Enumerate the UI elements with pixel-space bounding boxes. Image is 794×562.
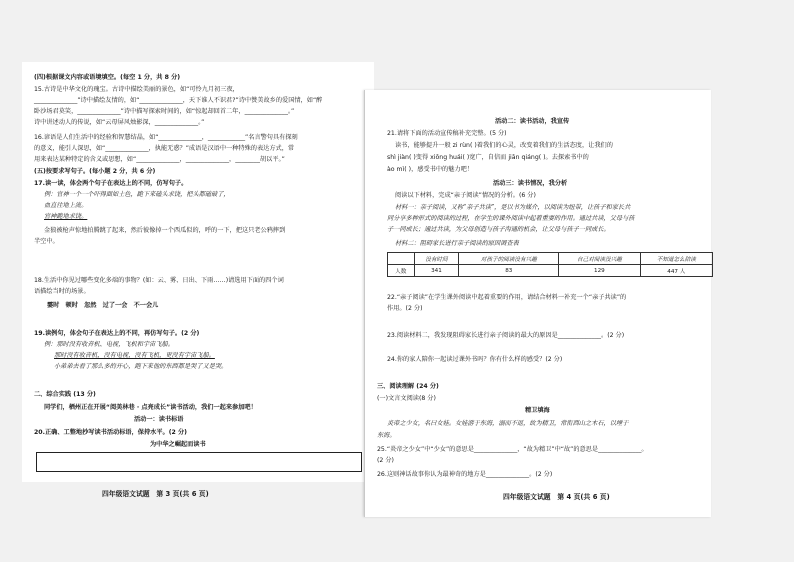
q21-line1: 读书，能够提升一般 zi rùn( )着我们的心灵，改变着我们的生活态度，让我们的 — [395, 142, 613, 149]
q16-line3: 用来表达某种特定的含义或思想，如“______________，______________，________胡以平。” — [34, 156, 285, 163]
q17-sentence-line1: 金狼被枪声惊地拍腾跳了起来，然后彼像掉一个西瓜似的，呼的一下，把这只老公鸦摔到 — [44, 227, 286, 234]
slogan-copy-box[interactable] — [36, 452, 362, 472]
section2-heading: 二、综合实践 (13 分) — [34, 391, 96, 398]
poem-line2: 东海。 — [377, 432, 396, 439]
page4-footer: 四年级语文试题 第 4 页(共 6 页) — [503, 493, 610, 501]
section3-sub: (一)文言文阅读(8 分) — [377, 395, 436, 402]
q21-prompt: 21.请将下面的活动宣传稿补充完整。(5 分) — [387, 130, 507, 137]
table-header: 对孩子的阅读没有兴趣 — [459, 253, 559, 265]
material2-title: 材料二：阻碍家长进行亲子阅读的原因调查表 — [395, 240, 519, 247]
section3-heading: 三、阅读理解 (24 分) — [377, 383, 439, 390]
table-row — [388, 265, 713, 277]
q21-line3: ào mì( )，感受书中的魅力吧！ — [387, 166, 473, 173]
q25-line2: (2 分) — [377, 457, 394, 464]
q17-example-line2: 血直往地上流。 — [44, 202, 88, 209]
q19-example-line1: 例：那时没有收音机、电视，飞机和宇宙飞船。 — [44, 341, 174, 348]
activity3-title: 活动三：读书情况，我分析 — [493, 180, 568, 187]
table-cell: 341 — [414, 265, 459, 277]
material1-line2: 同分享多种形式的阅读的过程，在学生的课外阅读中起着重要的作用。通过共读，父母与孩 — [387, 215, 635, 222]
exam-page-3 — [22, 62, 374, 482]
q19-prompt: 19.读例句，体会句子在表达上的不同，再仿写句子。(2 分) — [34, 330, 200, 337]
q15-line2: ______________”诗中描绘友情的，如“______________，天下谁人不识君?”诗中赞美故乡的爱国情，如“醉 — [34, 97, 323, 104]
q17-prompt: 17.读一读，体会两个句子在表达上的不同，仿写句子。 — [34, 180, 188, 187]
table-cell: 83 — [459, 265, 559, 277]
q22-line1: 22.“亲子阅读”在学生课外阅读中起着重要的作用，请结合材料一补充一个“亲子共读”的 — [387, 294, 627, 301]
poem-line1: 炎帝之少女，名曰女娃。女娃游于东海，溺而不返，故为精卫，常衔西山之木石，以堙于 — [387, 420, 629, 427]
q21-line2: shì jiàn( )变得 xiōng huái( )宽广，自信而 jiān qiáng( )。去探索书中的 — [387, 154, 589, 161]
table-header: 自己对阅读没兴趣 — [559, 253, 640, 265]
q15-line1: 15.古诗是中华文化的瑰宝。古诗中描绘美丽的景色，如“可怜九月初三夜， — [34, 86, 239, 93]
exam-page-4 — [364, 90, 711, 517]
q18-word-list: 霎时 顿时 忽然 过了一会 不一会儿 — [47, 302, 159, 309]
q15-line3: 卧沙场君莫笑，______________”诗中描写探索时间的，如“惊起却回首二年，______________。” — [34, 108, 295, 115]
q16-line1: 16.谚语是人们生活中的经验和智慧结晶，如“______________，____________”名言警句具有探刻 — [34, 134, 298, 141]
q15-line4: 诗中讲述动人的传说，如“云母屏风烛影深，______________。” — [34, 119, 205, 126]
q19-example-line2: 那时没有收音机，没有电视，没有飞机，更没有宇宙飞船。 — [54, 352, 215, 359]
section5-heading: (五)按要求写句子。(每小题 2 分，共 6 分) — [34, 168, 156, 175]
activity2-title: 活动二：读书活动，我宣传 — [495, 118, 570, 125]
q22-line2: 作用。(2 分) — [387, 305, 423, 312]
q17-example-line3: 官神跪地求饶。 — [44, 213, 88, 220]
q17-example-line1: 例：官神一个一个吓得面如土色，跪下来磕头求饶，把头都磕破了， — [44, 191, 230, 198]
activity3-intro: 阅读以下材料，完成“亲子阅读”情况的分析。(6 分) — [395, 192, 536, 199]
table-header-row — [388, 253, 713, 265]
table-row-label: 人数 — [388, 265, 415, 277]
q18-line1: 18.生活中你见过哪些变化多端的事物？(如：云、雾、日出、下雨……)请选用下面的四个词 — [34, 277, 284, 284]
section4-heading: (四)根据课文内容或语境填空。(每空 1 分，共 8 分) — [34, 74, 181, 81]
q25-line1: 25.“炎帝之少女”中“少女”的意思是______________，“故为精卫”中“故”的意思是______________。 — [377, 446, 648, 453]
activity1-title: 活动一：读书标语 — [134, 416, 184, 423]
q19-example-line3: 小弟弟去看了那么多的开心，跑下来他的东西都是哭了又是哭。 — [54, 363, 228, 370]
table-header: 不知道怎么陪读 — [640, 253, 712, 265]
q20-prompt: 20.正确、工整地抄写读书活动标语，保持水平。(2 分) — [34, 429, 188, 436]
table-cell: 129 — [559, 265, 640, 277]
q18-line2: 语描绘当时的场景。 — [34, 288, 90, 295]
survey-table — [387, 252, 713, 277]
activity-intro: 同学们，栖州正在开展“阅美林巷 · 点亮成长”读书活动，我们一起来参加吧！ — [44, 404, 257, 411]
material1-line3: 子一同成长；通过共读，为父母创造与孩子沟通的机会，让父母与孩子一同成长。 — [387, 226, 610, 233]
table-header — [388, 253, 415, 265]
material1-line1: 材料一：亲子阅读，又称“亲子共读”，是以书为媒介，以阅读为纽带，让孩子和家长共 — [395, 204, 631, 211]
q23-prompt: 23.阅读材料二，我发现阻碍家长进行亲子阅读的最大的原因是______________。(2 分) — [387, 332, 625, 339]
table-header: 没有时间 — [414, 253, 459, 265]
poem-title: 精卫填海 — [525, 407, 550, 414]
q16-line2: 的意义，能引人深思，如“______________，执能无惑？”成语是汉语中一种特殊的表达方式，常 — [34, 145, 295, 152]
q26-prompt: 26.这则神话故事你认为最神奇的地方是______________。(2 分) — [377, 471, 553, 478]
page3-footer: 四年级语文试题 第 3 页(共 6 页) — [102, 490, 209, 498]
table-cell: 447 人 — [640, 265, 712, 277]
q24-prompt: 24.你的家人陪你一起读过课外书吗？你有什么样的感受？(2 分) — [387, 356, 563, 363]
slogan-text: 为中华之崛起而读书 — [150, 441, 206, 448]
q17-sentence-line2: 半空中。 — [34, 238, 59, 245]
